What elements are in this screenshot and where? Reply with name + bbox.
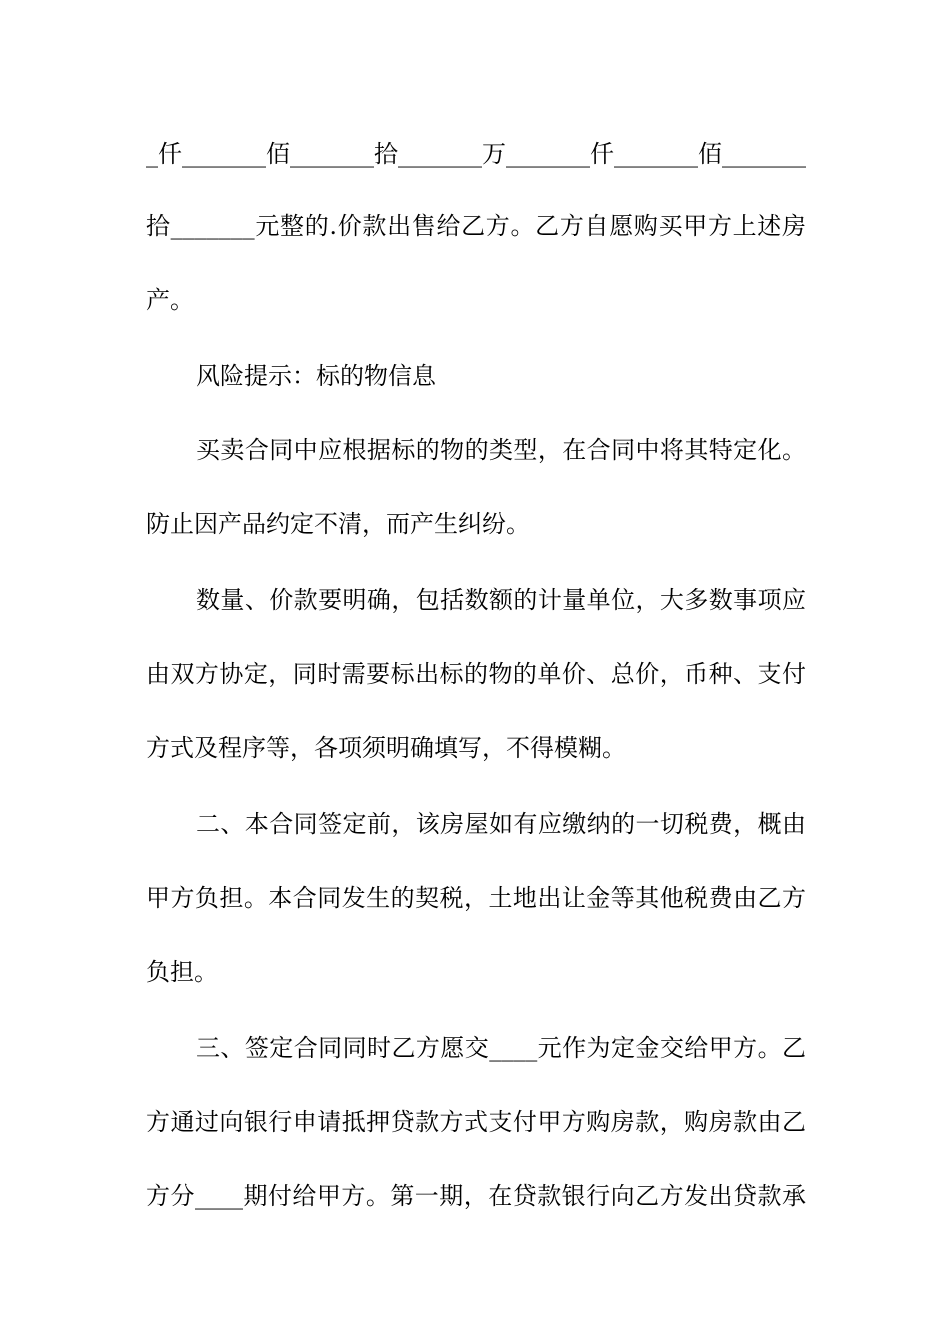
text-line: 三、签定合同同时乙方愿交____元作为定金交给甲方。乙 — [196, 1034, 806, 1062]
text-line: 二、本合同签定前，该房屋如有应缴纳的一切税费，概由 — [196, 810, 806, 838]
text-line: 买卖合同中应根据标的物的类型，在合同中将其特定化。 — [196, 436, 806, 464]
text-line: 数量、价款要明确，包括数额的计量单位，大多数事项应 — [196, 586, 806, 614]
text-line: 防止因产品约定不清，而产生纠纷。 — [146, 510, 530, 538]
text-line: 方通过向银行申请抵押贷款方式支付甲方购房款，购房款由乙 — [146, 1108, 806, 1136]
text-line: 产。 — [146, 286, 194, 314]
text-line: 拾_______元整的.价款出售给乙方。乙方自愿购买甲方上述房 — [146, 212, 806, 240]
text-line: 方分____期付给甲方。第一期，在贷款银行向乙方发出贷款承 — [146, 1182, 806, 1210]
text-line: _仟_______佰_______拾_______万_______仟_______佰_______ — [146, 140, 806, 168]
text-line: 方式及程序等，各项须明确填写，不得模糊。 — [146, 734, 626, 762]
section-heading: 风险提示：标的物信息 — [196, 362, 436, 390]
text-line: 由双方协定，同时需要标出标的物的单价、总价，币种、支付 — [146, 660, 806, 688]
text-line: 负担。 — [146, 958, 218, 986]
text-line: 甲方负担。本合同发生的契税，土地出让金等其他税费由乙方 — [146, 884, 806, 912]
